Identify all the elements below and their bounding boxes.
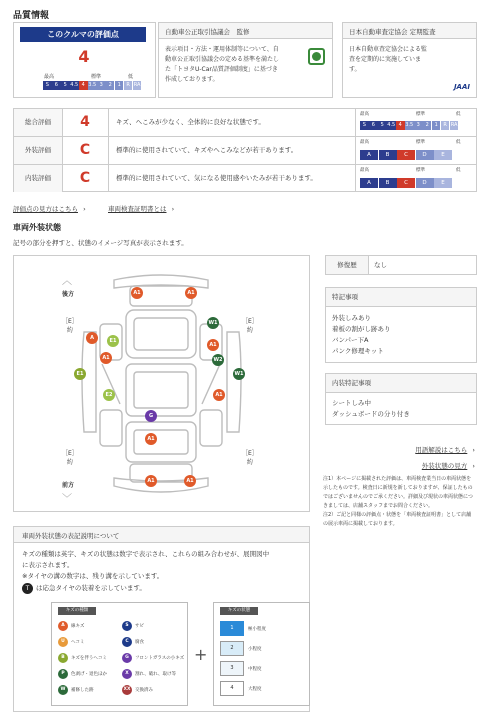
tire-label-sub: 約 (246, 459, 253, 466)
scale-item: 3.5 (88, 82, 97, 88)
evaluation-table (13, 108, 477, 192)
eval-row-total (14, 109, 476, 137)
special-items-box (325, 287, 477, 363)
inspection-link[interactable]: 車両検査証明書とは (108, 205, 167, 213)
abc-item: D (416, 150, 434, 160)
scale-item: 3 (97, 81, 106, 90)
grade-view-link-wrap (13, 196, 86, 215)
kind-code: U (58, 637, 68, 647)
body-line: 作成しております。 (165, 76, 219, 83)
scale-item: 4.5 (70, 82, 79, 88)
interior-items-box (325, 373, 477, 425)
eval-scale (355, 137, 478, 164)
kind-code: P (58, 669, 68, 679)
scale-label-low: 低 (456, 112, 461, 117)
scale-label-low: 低 (456, 140, 461, 145)
damage-pin-e1[interactable]: E1 (107, 335, 119, 347)
fair-trade-body (165, 45, 279, 85)
chevron-right-icon: › (83, 205, 86, 213)
eval-label: 外装評価 (14, 137, 63, 164)
tire-label-text: ［E］ (62, 450, 78, 457)
kind-label: へコミ (71, 640, 85, 645)
damage-pin-w1[interactable]: W1 (207, 317, 219, 329)
tire-label-sub: 約 (66, 459, 73, 466)
legend-line: キズの種類は英字、キズの状態は数字で表示され、これらの組み合わせが、展開図中 (22, 550, 270, 558)
eval-scale (355, 165, 478, 192)
repair-history (325, 255, 477, 275)
scale-item: 2 (423, 121, 432, 130)
chevron-right-icon: › (472, 446, 475, 454)
state-num: 4 (220, 681, 244, 696)
chevron-right-icon: › (171, 205, 175, 213)
scale-item: 3 (414, 121, 423, 130)
damage-pin-a1[interactable]: A1 (213, 389, 225, 401)
abc-item: E (434, 150, 452, 160)
scale-item: S (43, 81, 52, 90)
state-label: 中程度 (248, 666, 262, 672)
car-outline-icon (74, 272, 249, 502)
eval-grade: C (62, 137, 109, 164)
score-card-header: このクルマの評価点 (20, 27, 146, 42)
arrow-down-icon: ﹀ (62, 494, 72, 505)
kind-label: 色剥げ・退色ほか (71, 672, 107, 677)
special-items-list (332, 313, 391, 357)
damage-pin-a[interactable]: A (86, 332, 98, 344)
tire-badge-icon: T (22, 583, 33, 594)
abc-item: A (360, 178, 378, 188)
special-items-title: 特記事項 (326, 288, 476, 307)
damage-pin-a1[interactable]: A1 (131, 287, 143, 299)
scale-item: 2 (106, 81, 115, 90)
body-line: た「トヨタU-Car品質評価制度」に基づき (165, 66, 278, 73)
kind-item-a (58, 621, 84, 631)
score-value: 4 (78, 47, 90, 66)
damage-pin-e2[interactable]: E2 (103, 389, 115, 401)
eval-row-interior (14, 165, 476, 193)
scale-item: R (124, 81, 133, 90)
kind-item-c (122, 637, 144, 647)
fair-trade-logo-icon (308, 48, 325, 65)
body-line: す。 (349, 66, 361, 73)
plus-icon: + (194, 645, 208, 664)
kind-item-w (58, 685, 94, 695)
exterior-title: 車両外装状態 (13, 223, 61, 232)
chevron-right-icon: › (472, 462, 475, 470)
abc-item: D (416, 178, 434, 188)
jaai-title: 日本自動車査定協会 定期監査 (343, 23, 476, 39)
kind-item-xx (122, 685, 153, 695)
state-row (220, 661, 262, 676)
kind-label: フロントガラスの小キズ (135, 656, 185, 661)
scale-item: S (360, 121, 369, 130)
damage-pin-a1[interactable]: A1 (145, 433, 157, 445)
score-scale (43, 81, 142, 90)
damage-pin-a1[interactable]: A1 (185, 287, 197, 299)
terms-link[interactable]: 用語解説はこちら (415, 446, 468, 454)
section-title: 品質情報 (13, 11, 50, 21)
abc-item: B (379, 150, 397, 160)
tire-note-row (22, 583, 269, 594)
interior-item: シートしみ中 (332, 399, 371, 407)
special-item: 着板の割がし跡あり (332, 325, 391, 333)
state-label: 大程度 (248, 686, 262, 692)
damage-pin-w1[interactable]: W1 (233, 368, 245, 380)
interior-item: ダッシュボードの分り付き (332, 410, 410, 418)
state-row (220, 621, 266, 636)
inspection-link-wrap (108, 196, 174, 215)
kind-label: 線キズ (71, 624, 85, 629)
kind-item-x (122, 669, 176, 679)
kind-code: A (58, 621, 68, 631)
kind-code: XX (122, 685, 132, 695)
legend-line: に表示されます。 (22, 561, 74, 569)
scale-label-best: 最高 (360, 140, 369, 145)
exterior-diagram (13, 255, 310, 512)
state-row (220, 641, 262, 656)
scale-item-active: 4 (396, 121, 405, 130)
repair-label: 修復歴 (326, 256, 369, 274)
state-title: キズの状態 (220, 607, 258, 615)
abc-scale (360, 150, 453, 160)
abc-item: A (360, 150, 378, 160)
damage-pin-g[interactable]: G (145, 410, 157, 422)
kind-code: B (58, 653, 68, 663)
eval-scale (355, 109, 478, 136)
scale-item: RA (133, 82, 141, 88)
scale-label-std: 標準 (416, 168, 425, 173)
legend-line: ※タイヤの溝の数字は、残り溝を示しています。 (22, 572, 164, 580)
kind-item-b (58, 653, 107, 663)
front-label: 前方 (62, 482, 75, 489)
state-num: 2 (220, 641, 244, 656)
scale-item: 3.5 (405, 122, 414, 128)
abc-item: E (434, 178, 452, 188)
damage-pin-e1[interactable]: E1 (74, 368, 86, 380)
kind-label: 割れ、破れ、取け等 (135, 672, 177, 677)
kind-code: X (122, 669, 132, 679)
eval-text: 標準的に使用されていて、キズやへこみなどが若干あります。 (116, 146, 298, 154)
grade-view-link[interactable]: 評価点の見方はこちら (13, 205, 78, 213)
kind-code: W (58, 685, 68, 695)
eval-grade: 4 (62, 109, 109, 136)
jaai-logo: JAAI (453, 83, 470, 91)
state-num: 3 (220, 661, 244, 676)
tire-label-text: ［E］ (242, 318, 258, 325)
jaai-panel (342, 22, 477, 98)
notes (323, 475, 476, 529)
note-1: 注1）本ページに掲載された評価は、車両検査業当日の車両状態を示したものです。検査日に新規を新しておりますが、保証したものではございませんのでご承ください。詳細及び現状の車両状態につきましては、店舗スタッフまでお問合ください。 (323, 476, 473, 509)
kind-label: 補修した跡 (71, 688, 94, 693)
kind-item-g (122, 653, 184, 663)
scale-item: R (441, 121, 450, 130)
kind-code: S (122, 621, 132, 631)
interior-items-list (332, 398, 410, 420)
eval-label: 内装評価 (14, 165, 63, 192)
jaai-body (349, 45, 427, 75)
state-row (220, 681, 262, 696)
body-line: 日本自動車査定協会による監 (349, 46, 428, 53)
scale-label-std: 標準 (416, 112, 425, 117)
tire-label-text: ［E］ (242, 450, 258, 457)
legend-title: 車両外装状態の表記説明について (14, 527, 309, 543)
tire-label-sub: 約 (66, 327, 73, 334)
kind-item-s (122, 621, 144, 631)
state-label: 小程度 (248, 646, 262, 652)
scale-item: RA (450, 122, 458, 128)
kind-label: 腐食 (135, 640, 144, 645)
scale-label-best: 最高 (360, 168, 369, 173)
state-label: 極小程度 (248, 626, 266, 632)
state-legend (213, 602, 310, 706)
scale-item-active: 4 (79, 81, 88, 90)
state-num: 1 (220, 621, 244, 636)
scale-label-low: 低 (456, 168, 461, 173)
body-line: 表示項目・方法・運用体制等について、自 (165, 46, 279, 53)
kind-item-p (58, 669, 107, 679)
body-line: 査を定期的に実施していま (349, 56, 422, 63)
scale-item: 4.5 (387, 122, 396, 128)
abc-item: B (379, 178, 397, 188)
label-best: 最高 (44, 74, 55, 80)
scale-item: 1 (432, 121, 441, 130)
scale-item: 6 (52, 81, 61, 90)
special-item: バンパー下A (332, 336, 369, 344)
kind-code: C (122, 637, 132, 647)
damage-pin-w2[interactable]: W2 (212, 354, 224, 366)
kind-legend (51, 602, 188, 706)
special-item: 外装しみあり (332, 314, 371, 322)
body-line: 動車公正取引協議会の定める基準を満たし (165, 56, 280, 63)
abc-item-active: C (397, 178, 415, 188)
damage-pin-a1[interactable]: A1 (207, 339, 219, 351)
eval-label: 総合評価 (14, 109, 63, 136)
arrow-up-icon: ︿ (62, 276, 72, 287)
scale-label-best: 最高 (360, 112, 369, 117)
exterior-view-link[interactable]: 外装状態の見方 (421, 462, 468, 470)
eval-text: キズ、へこみが少なく、全体的に良好な状態です。 (116, 118, 265, 126)
scale-item: 5 (61, 81, 70, 90)
repair-value: なし (374, 261, 387, 269)
label-std: 標準 (91, 74, 102, 80)
kind-label: サビ (135, 624, 144, 629)
fair-trade-title: 自動車公正取引協議会 監修 (159, 23, 332, 39)
exterior-view-link-wrap (422, 453, 475, 472)
kind-item-u (58, 637, 85, 647)
label-low: 低 (128, 74, 134, 80)
score-scale-small (360, 121, 459, 130)
exterior-desc: 記号の部分を押すと、状態のイメージ写真が表示されます。 (13, 239, 188, 247)
kind-title: キズの種類 (58, 607, 96, 615)
score-card (13, 22, 156, 98)
kind-code: G (122, 653, 132, 663)
eval-grade: C (62, 165, 109, 192)
note-2: 注2）ご記と同様の評価点・状態を「車両検査証明書」として店舗の展示車両に掲載しております。 (323, 512, 472, 527)
scale-label-std: 標準 (416, 140, 425, 145)
rear-label: 後方 (62, 291, 75, 298)
scale-item: 5 (378, 121, 387, 130)
abc-scale (360, 178, 453, 188)
damage-pin-a1[interactable]: A1 (184, 475, 196, 487)
fair-trade-panel (158, 22, 333, 98)
eval-text: 標準的に使用されていて、気になる使用感やいたみが若干あります。 (116, 174, 317, 182)
kind-label: 交換済み (135, 688, 153, 693)
special-item: パンク修理キット (332, 347, 384, 355)
kind-label: キズを伴うへコミ (71, 656, 107, 661)
eval-row-exterior (14, 137, 476, 165)
damage-pin-a1[interactable]: A1 (145, 475, 157, 487)
abc-item-active: C (397, 150, 415, 160)
legend-text (22, 549, 269, 594)
tire-label-sub: 約 (246, 327, 253, 334)
scale-item: 1 (115, 81, 124, 90)
damage-pin-a1[interactable]: A1 (100, 352, 112, 364)
interior-items-title: 内装特記事項 (326, 374, 476, 393)
tire-note: は応急タイヤの装着を示しています。 (36, 584, 146, 592)
scale-item: 6 (369, 121, 378, 130)
tire-label-text: ［E］ (62, 318, 78, 325)
